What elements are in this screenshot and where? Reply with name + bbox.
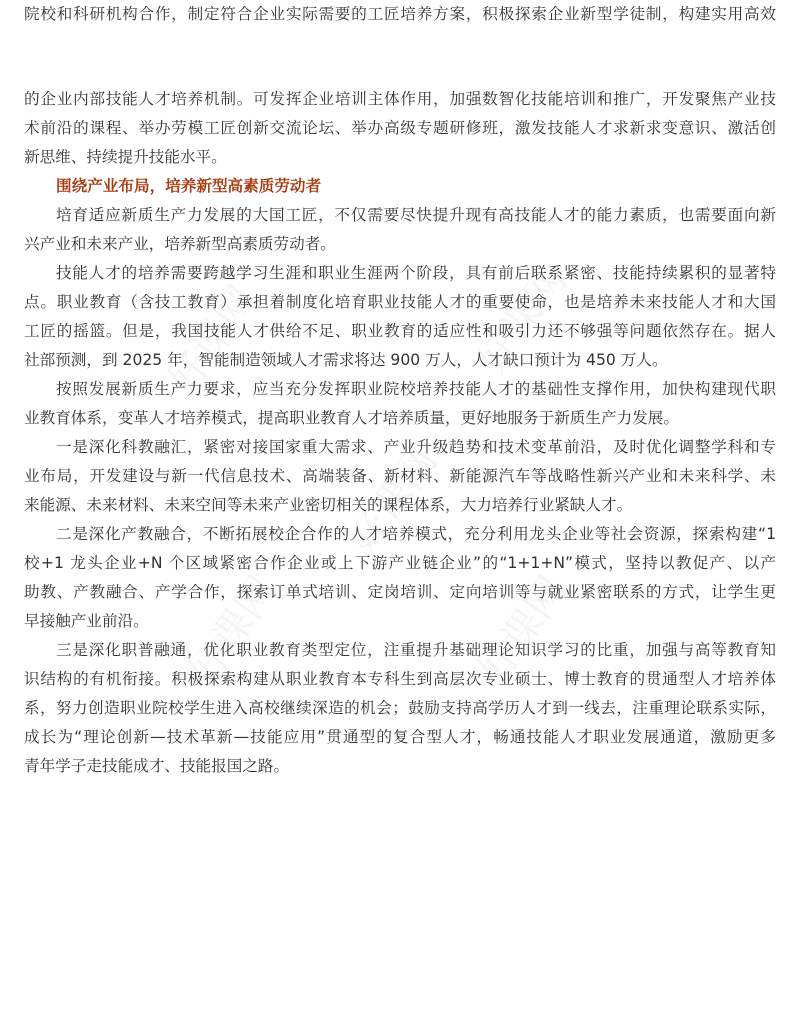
text-line: 助教、产教融合、产学合作，探索订单式培训、定岗培训、定向培训等与就业紧密联系的方式，让学生更 bbox=[24, 583, 776, 601]
text-line: 社部预测，到 2025 年，智能制造领域人才需求将达 900 万人，人才缺口预计为 450 万人。 bbox=[24, 351, 668, 369]
text-line: 系，努力创造职业院校学生进入高校继续深造的机会；鼓励支持高学历人才到一线去，注重理论联系实际， bbox=[24, 699, 776, 717]
text-line: 按照发展新质生产力要求，应当充分发挥职业院校培养技能人才的基础性支撑作用，加快构建现代职 bbox=[56, 380, 776, 398]
text-line: 三是深化职普融通，优化职业教育类型定位，注重提升基础理论知识学习的比重，加强与高等教育知 bbox=[56, 641, 776, 659]
text-line: 工匠的摇篮。但是，我国技能人才供给不足、职业教育的适应性和吸引力还不够强等问题依然存在。据人 bbox=[24, 322, 776, 340]
text-line: 来能源、未来材料、未来空间等未来产业密切相关的课程体系，大力培养行业紧缺人才。 bbox=[24, 496, 633, 514]
section-heading: 围绕产业布局，培养新型高素质劳动者 bbox=[56, 177, 322, 195]
text-line: 兴产业和未来产业，培养新型高素质劳动者。 bbox=[24, 235, 336, 253]
text-line: 成长为“理论创新—技术革新—技能应用”贯通型的复合型人才，畅通技能人才职业发展通道，激励更多 bbox=[24, 728, 776, 746]
text-line: 一是深化科教融汇，紧密对接国家重大需求、产业升级趋势和技术变革前沿，及时优化调整学科和专 bbox=[56, 438, 776, 456]
text-line: 青年学子走技能成才、技能报国之路。 bbox=[24, 757, 290, 775]
text-line: 早接触产业前沿。 bbox=[24, 612, 149, 630]
text-line: 院校和科研机构合作，制定符合企业实际需要的工匠培养方案，积极探索企业新型学徒制，构建实用高效 bbox=[24, 5, 776, 23]
text-line: 识结构的有机衔接。积极探索构建从职业教育本专科生到高层次专业硕士、博士教育的贯通型人才培养体 bbox=[24, 670, 776, 688]
text-line: 点。职业教育（含技工教育）承担着制度化培育职业技能人才的重要使命，也是培养未来技能人才和大国 bbox=[24, 293, 776, 311]
text-line: 二是深化产教融合，不断拓展校企合作的人才培养模式，充分利用龙头企业等社会资源，探索构建“1 bbox=[56, 525, 776, 543]
text-line: 业教育体系，变革人才培养模式，提高职业教育人才培养质量，更好地服务于新质生产力发展。 bbox=[24, 409, 679, 427]
text-line: 新思维、持续提升技能水平。 bbox=[24, 148, 227, 166]
text-line: 技能人才的培养需要跨越学习生涯和职业生涯两个阶段，具有前后联系紧密、技能持续累积的显著特 bbox=[56, 264, 776, 282]
text-line: 培育适应新质生产力发展的大国工匠，不仅需要尽快提升现有高技能人才的能力素质，也需要面向新 bbox=[56, 206, 776, 224]
text-line: 校+1 龙头企业+N 个区域紧密合作企业或上下游产业链企业”的“1+1+N”模式，坚持以教促产、以产 bbox=[24, 554, 776, 572]
text-line: 术前沿的课程、举办劳模工匠创新交流论坛、举办高级专题研修班，激发技能人才求新求变意识、激活创 bbox=[24, 119, 776, 137]
text-line: 的企业内部技能人才培养机制。可发挥企业培训主体作用，加强数智化技能培训和推广，开发聚焦产业技 bbox=[24, 90, 776, 108]
text-line: 业布局，开发建设与新一代信息技术、高端装备、新材料、新能源汽车等战略性新兴产业和未来科学、未 bbox=[24, 467, 776, 485]
